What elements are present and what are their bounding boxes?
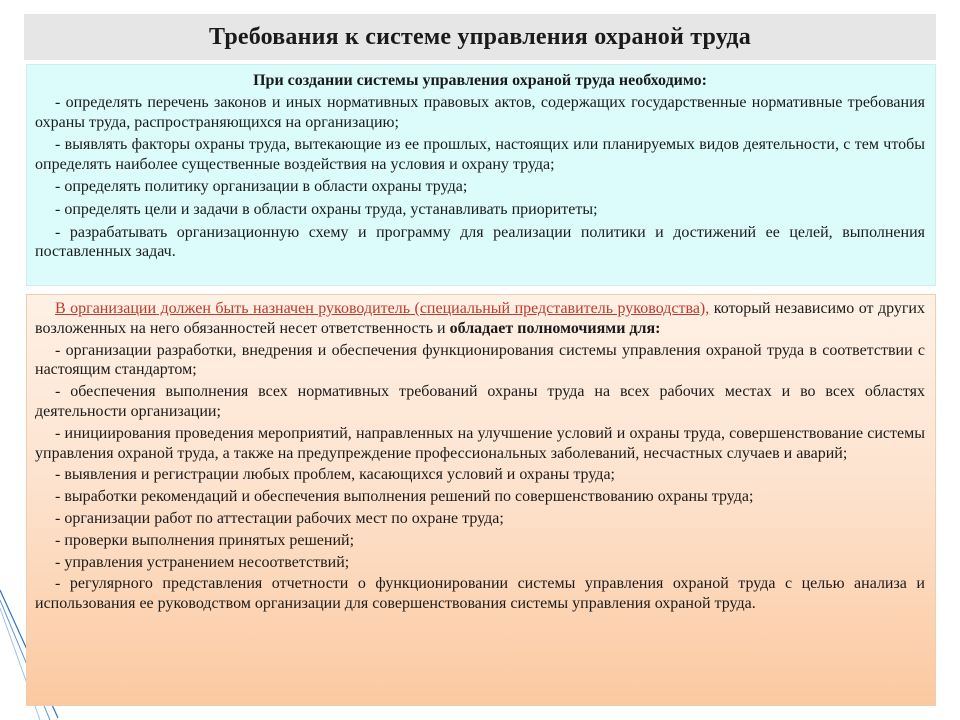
list-item: - управления устранением несоответствий;: [55, 553, 350, 571]
list-item: - определять политику организации в области охраны труда;: [55, 178, 468, 196]
requirements-heading: При создании системы управления охраной труда необходимо:: [253, 72, 707, 89]
list-item: - выявления и регистрации любых проблем, касающихся условий и охраны труда;: [55, 466, 615, 484]
list-item: - определять цели и задачи в области охраны труда, устанавливать приоритеты;: [55, 200, 598, 218]
intro-bold: обладает полномочиями для:: [449, 319, 661, 337]
intro-text: который независимо от других возложенных на него обязанностей несет ответственность и: [35, 300, 925, 337]
list-item: - обеспечения выполнения всех нормативных требований охраны труда на всех рабочих местах и во всех областях деятельности организации;: [35, 383, 925, 420]
list-item: - организации разработки, внедрения и обеспечения функционирования системы управления охраной труда в соответствии с настоящим стандартом;: [35, 341, 925, 379]
list-item: - проверки выполнения принятых решений;: [55, 531, 355, 549]
list-item: - определять перечень законов и иных нормативных правовых актов, содержащих государственные нормативные требования охраны труда, распространяющихся на организацию;: [35, 94, 925, 131]
list-item: - организации работ по аттестации рабочих мест по охране труда;: [55, 509, 504, 527]
page-title: Требования к системе управления охраной труда: [209, 23, 751, 50]
list-item: - инициирования проведения мероприятий, направленных на улучшение условий и охраны труда, совершенствование системы управления охраной труда, а также на предупреждение профессиональных заболеваний, несчастных случаев и аварий;: [35, 424, 925, 462]
intro-highlight: В организации должен быть назначен руководитель (специальный представитель руководства),: [55, 300, 710, 317]
list-item: - выработки рекомендаций и обеспечения выполнения решений по совершенствованию охраны труда;: [55, 488, 754, 506]
title-bar: [24, 14, 936, 60]
list-item: - разрабатывать организационную схему и программу для реализации политики и достижений ее целей, выполнения поставленных задач.: [35, 223, 925, 261]
responsibilities-box: [26, 294, 936, 706]
list-item: - выявлять факторы охраны труда, вытекающие из ее прошлых, настоящих или планируемых видов деятельности, с тем чтобы определять наиболее существенные воздействия на условия и охрану труда;: [35, 136, 925, 173]
responsibilities-intro: [35, 299, 925, 339]
list-item: - регулярного представления отчетности о функционировании системы управления охраной труда с целью анализа и использования ее руководством организации для совершенствования системы управления охраной труда.: [35, 575, 925, 613]
requirements-box: [26, 64, 936, 286]
